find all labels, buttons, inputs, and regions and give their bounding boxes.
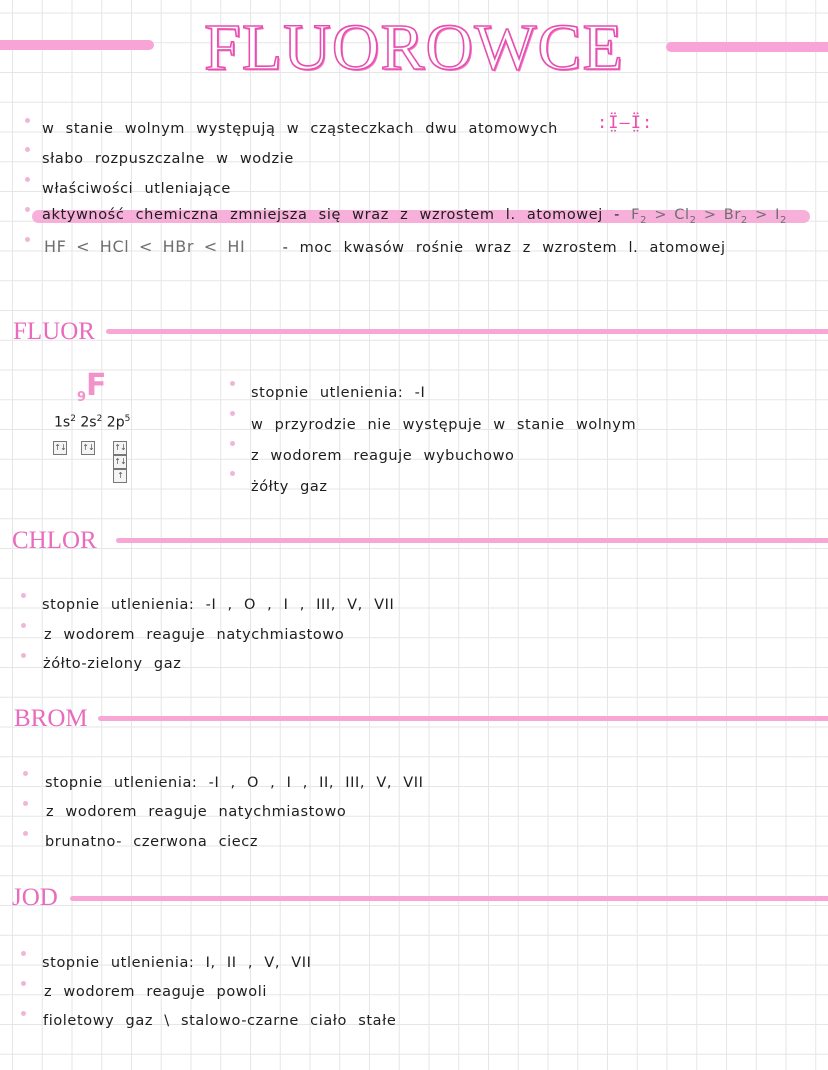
orbital-box-2s: ↑↓ bbox=[81, 441, 95, 455]
bullet bbox=[25, 207, 30, 212]
bullet bbox=[25, 177, 30, 182]
brom-item: stopnie utlenienia: -I , O , I , II, III, V, VII bbox=[45, 775, 424, 791]
section-divider bbox=[98, 716, 828, 721]
reactivity-text: aktywność chemiczna zmniejsza się wraz z wzrostem l. atomowej - bbox=[42, 207, 620, 223]
subscript: 2 bbox=[740, 214, 748, 226]
bullet bbox=[23, 771, 28, 776]
jod-item: fioletowy gaz \ stalowo-czarne ciało stałe bbox=[43, 1013, 397, 1029]
acid-strength-note: - moc kwasów rośnie wraz z wzrostem l. atomowej bbox=[282, 240, 726, 256]
chlor-item: stopnie utlenienia: -I , O , I , III, V, VII bbox=[42, 597, 395, 613]
orbital-box-2p: ↑ bbox=[113, 469, 127, 483]
gt-sign: > bbox=[654, 207, 668, 223]
acid-series: HF < HCl < HBr < HI bbox=[44, 237, 246, 256]
bullet bbox=[25, 118, 30, 123]
intro-item: właściwości utleniające bbox=[42, 181, 231, 197]
bullet bbox=[21, 981, 26, 986]
element-symbol-block bbox=[77, 368, 107, 405]
fluor-item: z wodorem reaguje wybuchowo bbox=[251, 448, 515, 464]
bullet bbox=[21, 1011, 26, 1016]
section-divider bbox=[106, 329, 828, 334]
bullet bbox=[23, 831, 28, 836]
section-title-fluor: FLUOR bbox=[13, 318, 95, 345]
brom-item: z wodorem reaguje natychmiastowo bbox=[46, 804, 347, 820]
bullet bbox=[25, 237, 30, 242]
chlor-item: żółto-zielony gaz bbox=[43, 656, 182, 672]
formula-i: I bbox=[775, 207, 780, 223]
formula-cl: Cl bbox=[674, 207, 690, 223]
intro-item: w stanie wolnym występują w cząsteczkach dwu atomowych bbox=[42, 121, 558, 137]
orbital-box-2p: ↑↓ bbox=[113, 441, 127, 455]
exp: 2 bbox=[96, 414, 103, 424]
bullet bbox=[23, 801, 28, 806]
intro-item: słabo rozpuszczalne w wodzie bbox=[42, 151, 294, 167]
fluor-item: w przyrodzie nie występuje w stanie wolnym bbox=[251, 417, 637, 433]
brom-item: brunatno- czerwona ciecz bbox=[45, 834, 259, 850]
intro-item-highlighted bbox=[42, 206, 787, 230]
subscript: 2 bbox=[640, 214, 648, 226]
bullet bbox=[21, 623, 26, 628]
section-title-chlor: CHLOR bbox=[12, 527, 97, 554]
section-divider bbox=[116, 538, 828, 543]
element-symbol: F bbox=[86, 368, 107, 403]
fluor-item: stopnie utlenienia: -I bbox=[251, 385, 426, 401]
electron-config bbox=[54, 414, 130, 431]
orbital-box-1s: ↑↓ bbox=[53, 441, 67, 455]
reactivity-formula bbox=[631, 207, 787, 226]
exp: 5 bbox=[124, 414, 131, 424]
intro-item bbox=[44, 238, 726, 257]
subscript: 2 bbox=[779, 214, 787, 226]
subshell-2s: 2s bbox=[80, 414, 97, 431]
lewis-structure-i2: :Ï̤—Ï̤: bbox=[597, 113, 654, 133]
bullet bbox=[21, 951, 26, 956]
bullet bbox=[21, 593, 26, 598]
bullet bbox=[25, 147, 30, 152]
formula-br: Br bbox=[723, 207, 741, 223]
formula-f: F bbox=[631, 207, 641, 223]
gt-sign: > bbox=[755, 207, 768, 223]
orbital-box-2p: ↑↓ bbox=[113, 455, 127, 469]
bullet bbox=[230, 411, 235, 416]
gt-sign: > bbox=[703, 207, 717, 223]
bullet bbox=[230, 441, 235, 446]
page-title: FLUOROWCE bbox=[204, 11, 624, 84]
jod-item: stopnie utlenienia: I, II , V, VII bbox=[42, 955, 312, 971]
jod-item: z wodorem reaguje powoli bbox=[44, 984, 267, 1000]
subscript: 2 bbox=[689, 214, 697, 226]
chlor-item: z wodorem reaguje natychmiastowo bbox=[44, 627, 345, 643]
subshell-1s: 1s bbox=[54, 414, 71, 431]
subshell-2p: 2p bbox=[106, 414, 125, 431]
section-divider bbox=[70, 896, 828, 901]
fluor-item: żółty gaz bbox=[251, 479, 328, 495]
section-title-jod: JOD bbox=[12, 884, 58, 911]
bullet bbox=[230, 381, 235, 386]
atomic-number: 9 bbox=[77, 390, 87, 405]
exp: 2 bbox=[70, 414, 76, 424]
bullet bbox=[21, 653, 26, 658]
bullet bbox=[230, 471, 235, 476]
section-title-brom: BROM bbox=[14, 705, 88, 732]
